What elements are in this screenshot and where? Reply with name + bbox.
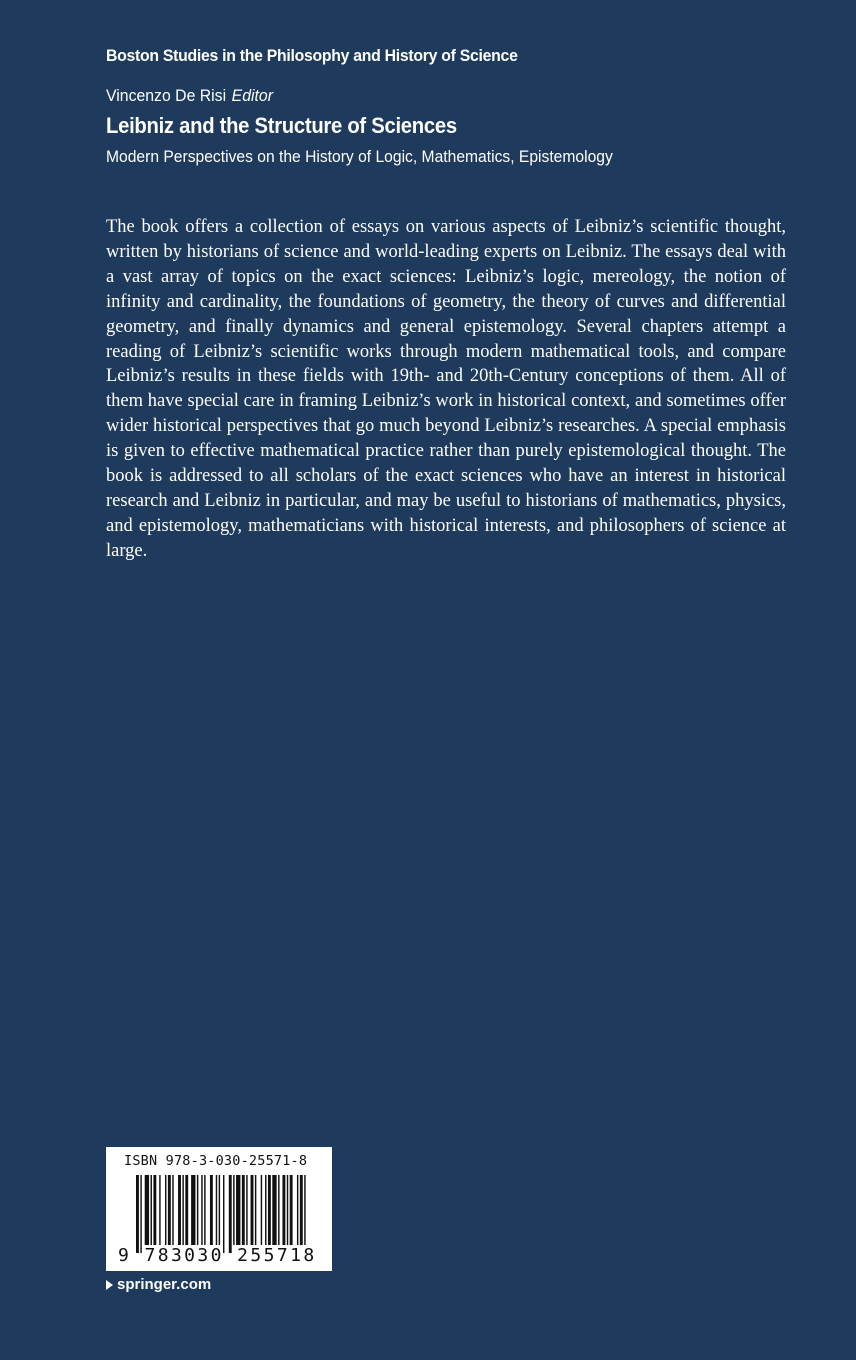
isbn-digits: 9 783030 255718: [118, 1245, 317, 1266]
publisher-link[interactable]: [106, 1276, 211, 1293]
book-subtitle: Modern Perspectives on the History of Logic, Mathematics, Epistemology: [106, 147, 613, 166]
arrow-right-icon: [106, 1280, 113, 1290]
book-title: Leibniz and the Structure of Sciences: [106, 113, 457, 138]
isbn-label: ISBN 978-3-030-25571-8: [124, 1153, 308, 1169]
book-description: The book offers a collection of essays on various aspects of Leibniz’s scientific thought, written by historians of science and world-leading experts on Leibniz. The essays deal with a vast array of topics on the exact sciences: Leibniz’s logic, mereology, the notion of infinity and cardinality, the foundations of geometry, the theory of curves and differential geometry, and finally dynamics and general epistemology. Several chapters attempt a reading of Leibniz’s scientific works through modern mathematical tools, and compare Leibniz’s results in these fields with 19th- and 20th-Century conceptions of them. All of them have special care in framing Leibniz’s work in historical context, and sometimes offer wider historical perspectives that go much beyond Leibniz’s researches. A special emphasis is given to effective mathematical practice rather than purely epistemological thought. The book is addressed to all scholars of the exact sciences who have an interest in historical research and Leibniz in particular, and may be useful to historians of mathematics, physics, and epistemology, mathematicians with historical interests, and philosophers of science at large.: [106, 217, 786, 561]
editor-name: Vincenzo De Risi: [106, 86, 227, 105]
series-title: Boston Studies in the Philosophy and History of Science: [106, 46, 518, 65]
publisher-url: springer.com: [117, 1276, 212, 1293]
editor-line: [106, 86, 273, 106]
isbn-barcode: [106, 1147, 332, 1271]
editor-role: Editor: [231, 86, 273, 105]
